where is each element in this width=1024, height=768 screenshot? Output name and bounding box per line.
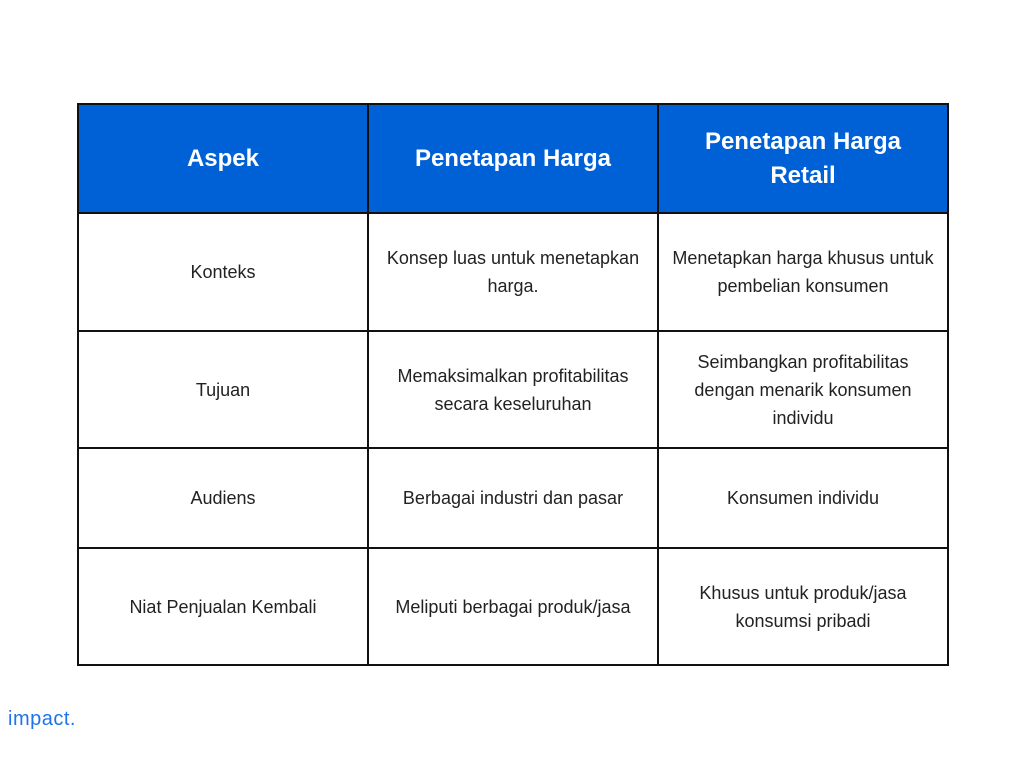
- comparison-table: [77, 103, 949, 666]
- header-penetapan-harga: Penetapan Harga: [368, 104, 658, 213]
- table-row: [78, 448, 948, 548]
- table-row: [78, 548, 948, 665]
- table-cell: Konsep luas untuk menetapkan harga.: [368, 213, 658, 331]
- header-aspek: Aspek: [78, 104, 368, 213]
- table-cell: Tujuan: [78, 331, 368, 448]
- table-cell: Audiens: [78, 448, 368, 548]
- table-cell: Khusus untuk produk/jasa konsumsi pribadi: [658, 548, 948, 665]
- table-cell: Berbagai industri dan pasar: [368, 448, 658, 548]
- table-cell: Menetapkan harga khusus untuk pembelian konsumen: [658, 213, 948, 331]
- table-header-row: [78, 104, 948, 213]
- table-row: [78, 331, 948, 448]
- table-cell: Meliputi berbagai produk/jasa: [368, 548, 658, 665]
- table-cell: Niat Penjualan Kembali: [78, 548, 368, 665]
- table-cell: Memaksimalkan profitabilitas secara keseluruhan: [368, 331, 658, 448]
- table-cell: Konteks: [78, 213, 368, 331]
- impact-logo: impact.: [8, 708, 76, 730]
- table-cell: Seimbangkan profitabilitas dengan menarik konsumen individu: [658, 331, 948, 448]
- table-cell: Konsumen individu: [658, 448, 948, 548]
- table-row: [78, 213, 948, 331]
- header-penetapan-harga-retail: Penetapan Harga Retail: [658, 104, 948, 213]
